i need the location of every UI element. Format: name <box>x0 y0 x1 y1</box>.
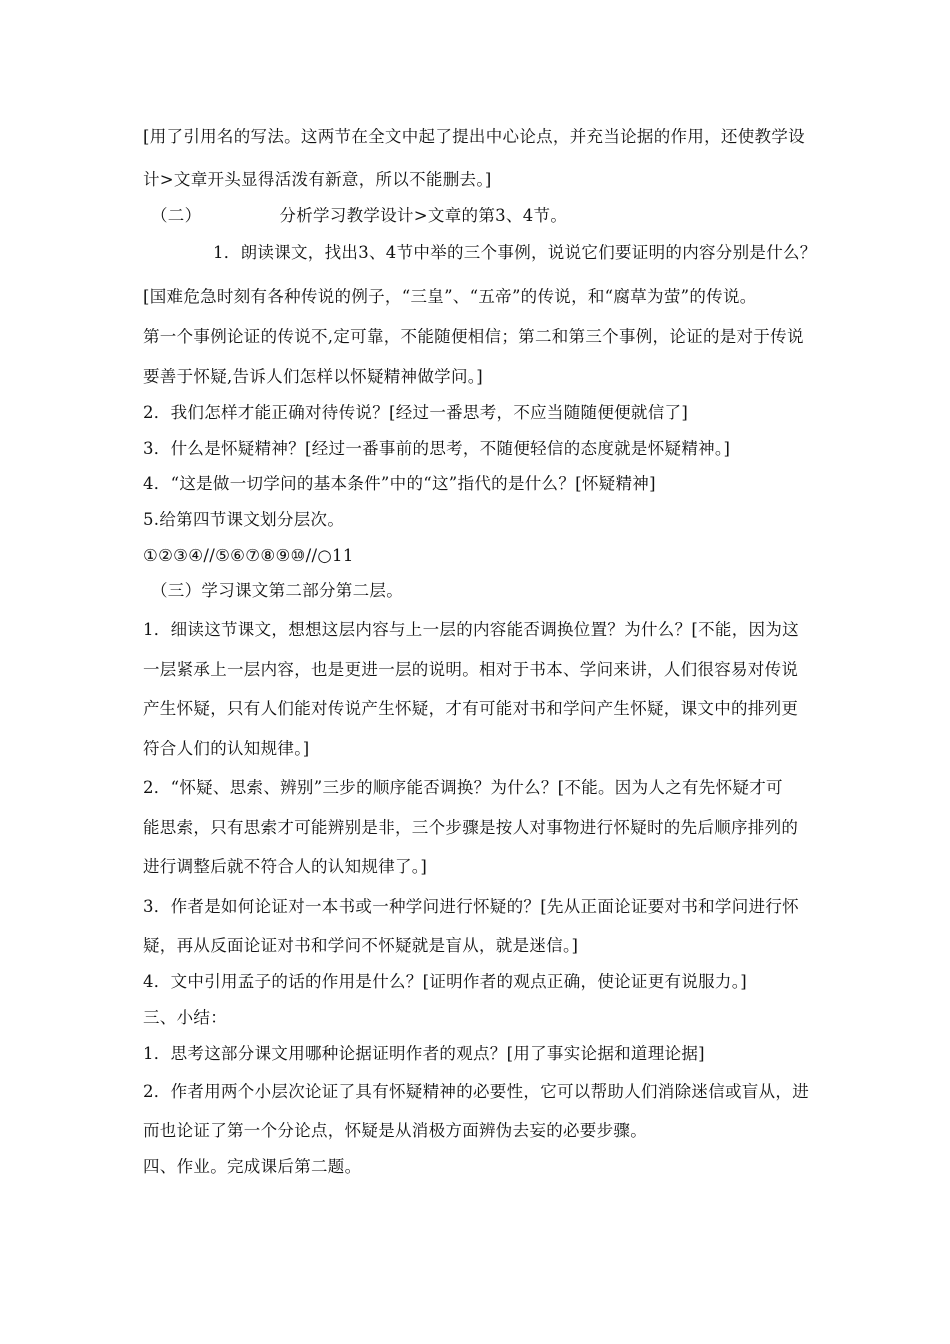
answer-1-line-2: 第一个事例论证的传说不,定可靠，不能随便相信；第二和第三个事例，论证的是对于传说 <box>143 327 804 346</box>
s3-q3-line-2: 疑，再从反面论证对书和学问不怀疑就是盲从，就是迷信。] <box>143 936 579 955</box>
summary-item-1: 1．思考这部分课文用哪种论据证明作者的观点？[用了事实论据和道理论据] <box>143 1044 705 1063</box>
summary-heading: 三、小结： <box>143 1008 227 1027</box>
question-3-line: 3．什么是怀疑精神？[经过一番事前的思考，不随便轻信的态度就是怀疑精神。] <box>143 439 731 458</box>
s3-q1-line-2: 一层紧承上一层内容，也是更进一层的说明。相对于书本、学问来讲，人们很容易对传说 <box>143 660 799 679</box>
section-two-number: （二） <box>151 206 202 225</box>
section-three-heading: （三）学习课文第二部分第二层。 <box>151 581 403 600</box>
s3-q3-line-1: 3．作者是如何论证对一本书或一种学问进行怀疑的？[先从正面论证要对书和学问进行怀 <box>143 897 799 916</box>
layer-division-line: ①②③④//⑤⑥⑦⑧⑨⑩//○11 <box>143 546 354 565</box>
summary-item-2-line-1: 2．作者用两个小层次论证了具有怀疑精神的必要性，它可以帮助人们消除迷信或盲从，进 <box>143 1082 809 1101</box>
question-4-line: 4．“这是做一切学问的基本条件”中的“这”指代的是什么？[怀疑精神] <box>143 474 656 493</box>
homework-line: 四、作业。完成课后第二题。 <box>143 1157 362 1176</box>
text-line-1: [用了引用名的写法。这两节在全文中起了提出中心论点，并充当论据的作用，还使教学设 <box>143 127 805 146</box>
s3-q1-line-1: 1．细读这节课文，想想这层内容与上一层的内容能否调换位置？为什么？[不能，因为这 <box>143 620 799 639</box>
s3-q2-line-2: 能思索，只有思索才可能辨别是非，三个步骤是按人对事物进行怀疑时的先后顺序排列的 <box>143 818 799 837</box>
s3-q2-line-1: 2．“怀疑、思索、辨别”三步的顺序能否调换？为什么？[不能。因为人之有先怀疑才可 <box>143 778 783 797</box>
question-2-line: 2．我们怎样才能正确对待传说？[经过一番思考，不应当随随便便就信了] <box>143 403 689 422</box>
answer-1-line-3: 要善于怀疑,告诉人们怎样以怀疑精神做学问。] <box>143 367 484 386</box>
answer-1-line-1: [国难危急时刻有各种传说的例子，“三皇”、“五帝”的传说，和“腐草为萤”的传说。 <box>143 287 757 306</box>
s3-q4-line: 4．文中引用孟子的话的作用是什么？[证明作者的观点正确，使论证更有说服力。] <box>143 972 748 991</box>
s3-q1-line-4: 符合人们的认知规律。] <box>143 739 310 758</box>
text-line-2: 计>文章开头显得活泼有新意，所以不能删去。] <box>143 170 492 189</box>
s3-q1-line-3: 产生怀疑，只有人们能对传说产生怀疑，才有可能对书和学问产生怀疑，课文中的排列更 <box>143 699 799 718</box>
section-two-title: 分析学习教学设计>文章的第3、4节。 <box>279 206 568 225</box>
section-two-heading <box>151 205 567 227</box>
summary-item-2-line-2: 而也论证了第一个分论点，怀疑是从消极方面辨伪去妄的必要步骤。 <box>143 1121 647 1140</box>
s3-q2-line-3: 进行调整后就不符合人的认知规律了。] <box>143 857 428 876</box>
question-1-line: 1．朗读课文，找出3、4节中举的三个事例，说说它们要证明的内容分别是什么？ <box>213 243 817 262</box>
question-5-line: 5.给第四节课文划分层次。 <box>143 510 345 529</box>
